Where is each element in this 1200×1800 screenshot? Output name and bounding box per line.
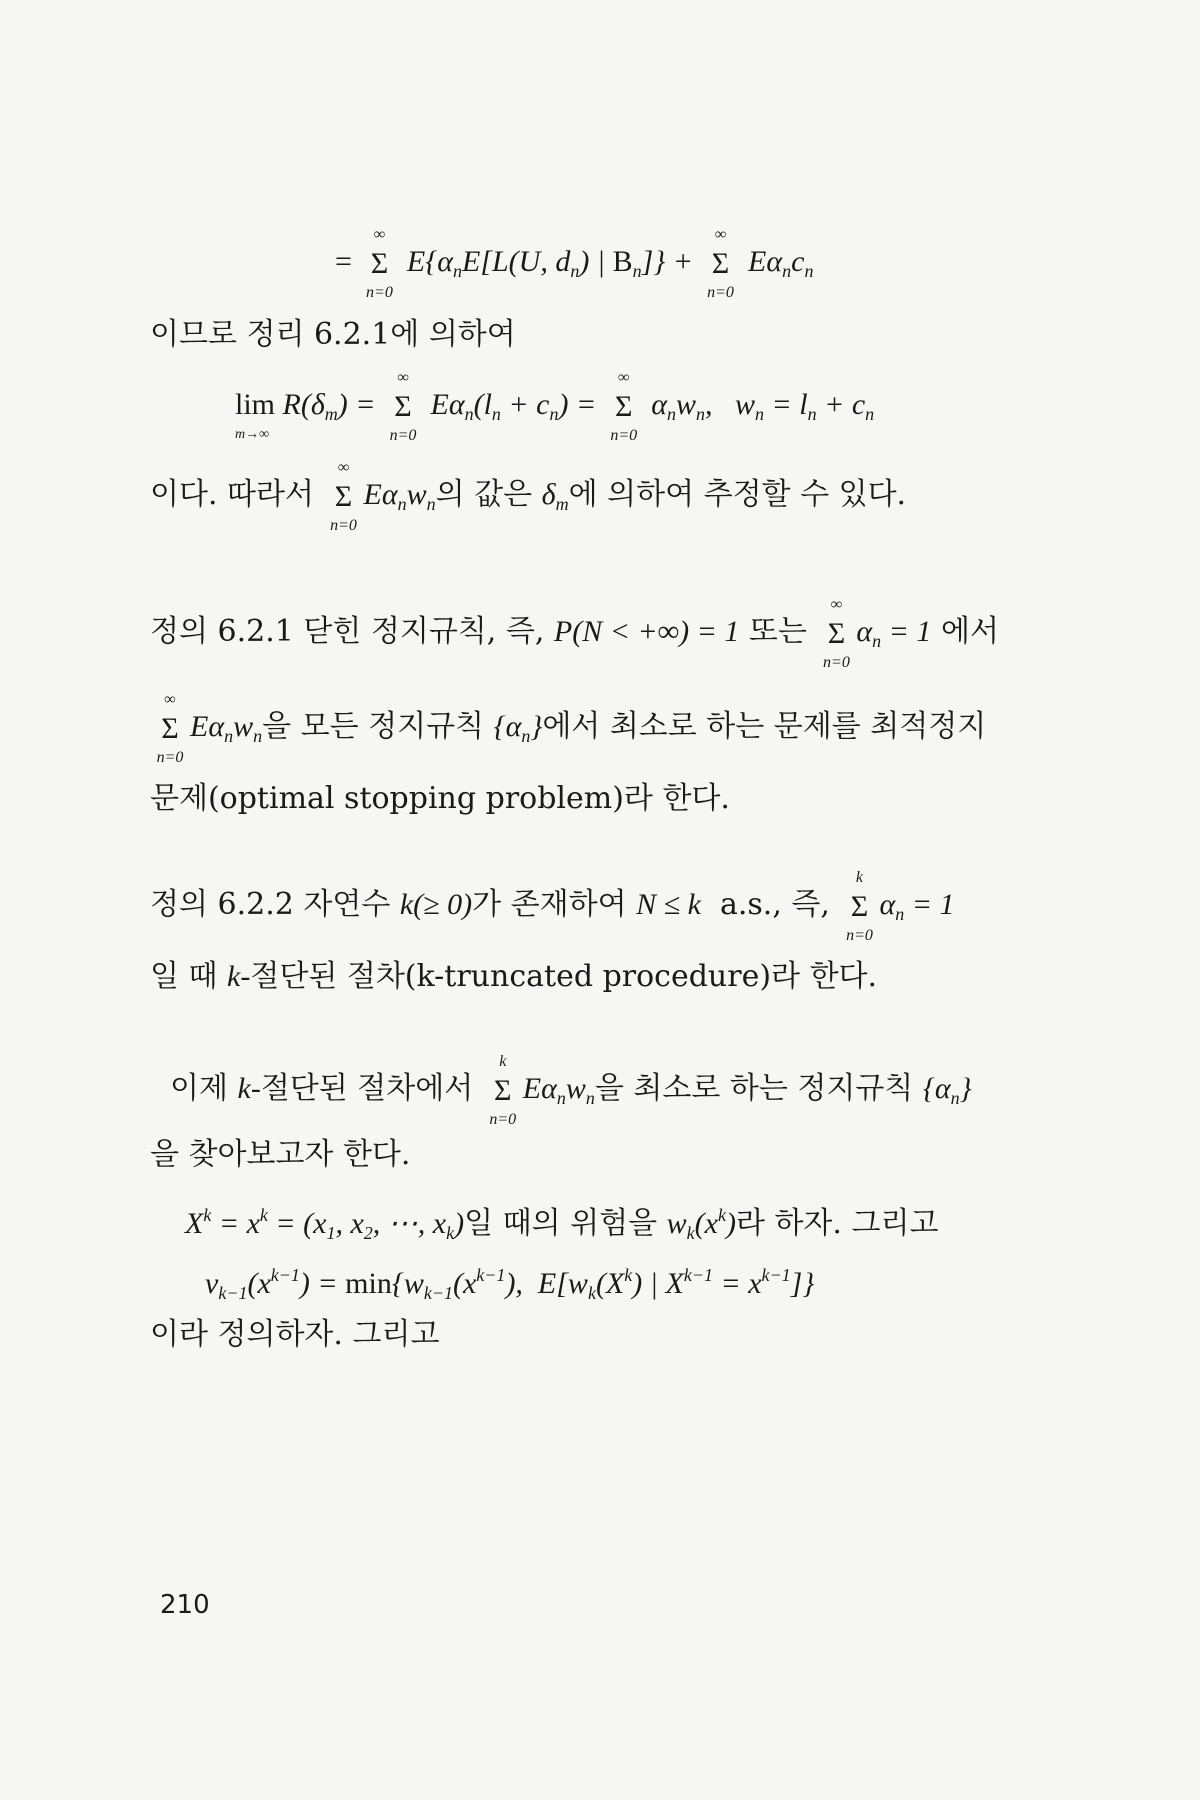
definition-6-2-1-line1: 정의 6.2.1 닫힌 정지규칙, 즉, P(N < +∞) = 1 또는 ∞ Σ n=0 $\alpha_n = 1$ 에서 xyxy=(150,596,999,672)
text-line: 이므로 정리 6.2.1에 의하여 xyxy=(150,317,516,352)
definition-6-2-2-line2: 일 때 k-절단된 절차(k-truncated procedure)라 한다. xyxy=(150,959,878,994)
sum-symbol: ∞ Σ n=0 xyxy=(389,369,417,445)
paragraph-line: 이라 정의하자. 그리고 xyxy=(150,1317,440,1352)
paragraph-line: $X^k = x^k = (x_1$, $x_2$, ⋯, $x_k$)일 때의 위험을 $w_k(x^k)$라 하자. 그리고 xyxy=(185,1205,939,1243)
sum-symbol: ∞ Σ n=0 xyxy=(610,369,638,445)
sum-symbol: ∞ Σ n=0 xyxy=(156,691,184,767)
sum-symbol: k Σ n=0 xyxy=(489,1053,517,1129)
sum-symbol: ∞ Σ n=0 xyxy=(823,596,850,672)
equation-limit-risk: lim m→∞ $R(\delta_m)$ = ∞ Σ n=0 $E\alpha_n(l_n + c_n)$ = ∞ Σ n=0 $\alpha_nw_n$, $w_n = l_n + c_n$ xyxy=(235,369,875,445)
sum-symbol: ∞ Σ n=0 xyxy=(330,459,357,535)
page-number: 210 xyxy=(160,1590,210,1620)
sum-symbol: ∞ Σ n=0 xyxy=(707,226,734,302)
definition-6-2-2-line1: 정의 6.2.2 자연수 k(≥ 0)가 존재하여 N ≤ k a.s., 즉, k Σ n=0 $\alpha_n = 1$ xyxy=(150,869,955,945)
definition-6-2-1-line3: 문제(optimal stopping problem)라 한다. xyxy=(150,781,730,816)
equation-v-definition: $v_{k-1}(x^{k-1}) = \min\{w_{k-1}(x^{k-1})$, $E[w_k(X^k)$ | $X^{k-1} = x^{k-1}$]} xyxy=(205,1265,815,1303)
paragraph-line: 이제 k-절단된 절차에서 k Σ n=0 $E\alpha_nw_n$을 최소로 하는 정지규칙 $\{\alpha_n\}$ xyxy=(170,1053,972,1129)
equation-sum-expansion: = ∞ Σ n=0 $E\{\alpha_nE[L(U$, $d_n$) | $B_n$]} + ∞ Σ n=0 $E\alpha_nc_n$ xyxy=(335,226,814,302)
text-line: 이다. 따라서 ∞ Σ n=0 $E\alpha_nw_n$의 값은 $\delta_m$에 의하여 추정할 수 있다. xyxy=(150,459,907,535)
sum-symbol: ∞ Σ n=0 xyxy=(366,226,393,302)
definition-6-2-1-line2: ∞ Σ n=0 $E\alpha_nw_n$을 모든 정지규칙 $\{\alpha_n\}$에서 최소로 하는 문제를 최적정지 xyxy=(150,710,986,753)
paragraph-line: 을 찾아보고자 한다. xyxy=(150,1137,411,1172)
sum-symbol: k Σ n=0 xyxy=(846,869,873,945)
